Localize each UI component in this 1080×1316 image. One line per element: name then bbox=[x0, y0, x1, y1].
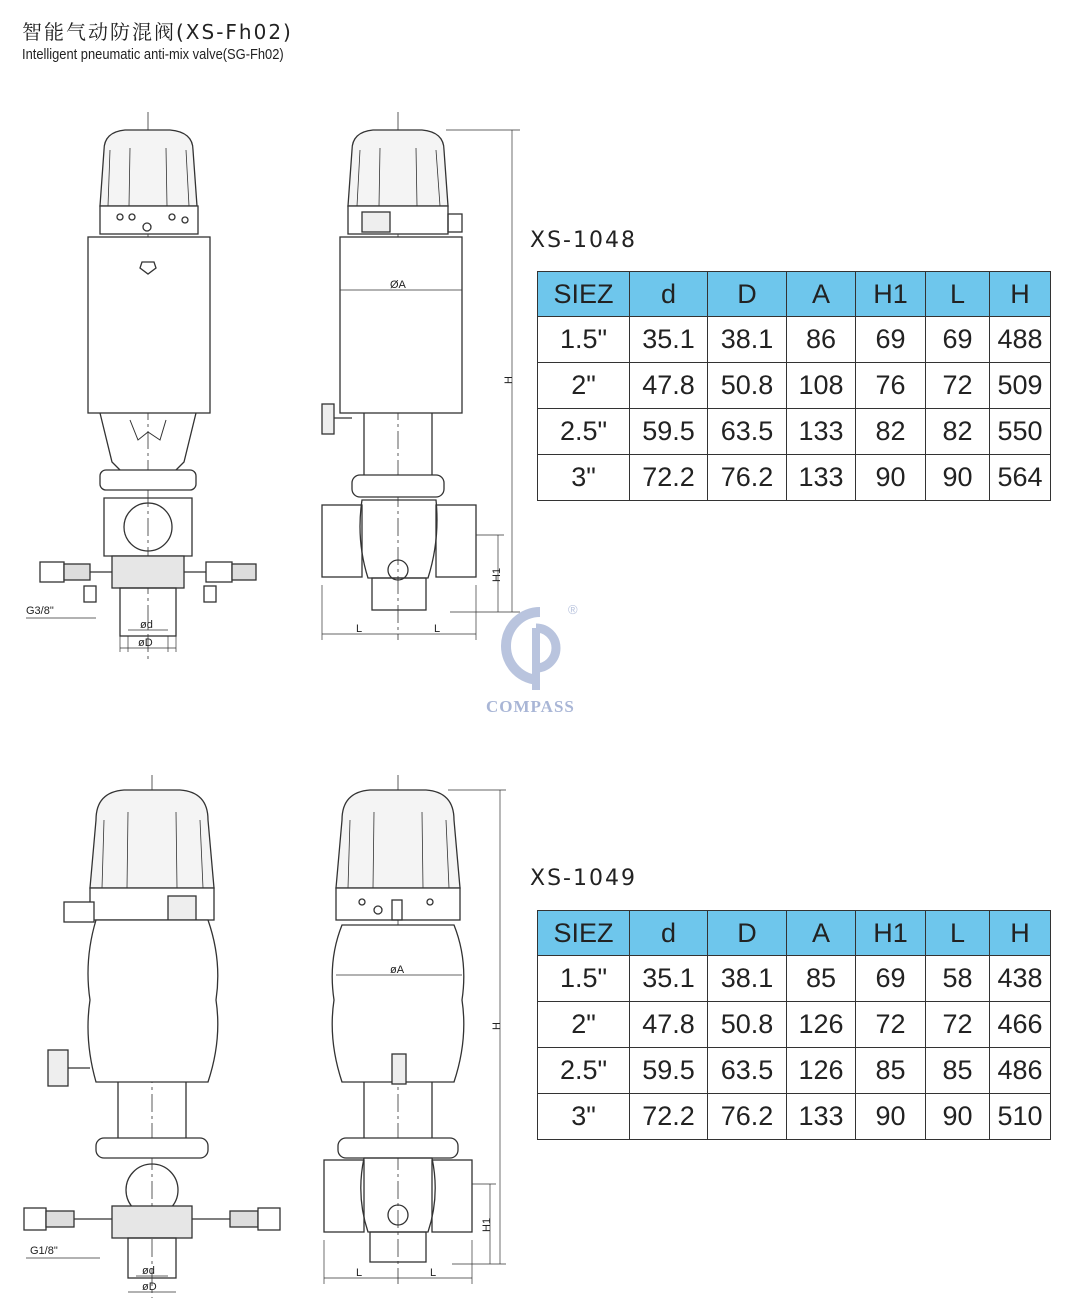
table-cell: 2" bbox=[538, 363, 630, 409]
table-cell: 69 bbox=[926, 317, 990, 363]
model2-label: XS-1049 bbox=[530, 866, 637, 891]
table-cell: 69 bbox=[856, 956, 926, 1002]
table-row bbox=[538, 956, 1051, 1002]
col-header: H bbox=[990, 911, 1051, 956]
col-header: D bbox=[708, 272, 787, 317]
col-header: H1 bbox=[856, 911, 926, 956]
model1-D-label: øD bbox=[138, 637, 153, 649]
table-cell: 35.1 bbox=[630, 956, 708, 1002]
table-cell: 63.5 bbox=[708, 1048, 787, 1094]
model1-spec-table bbox=[537, 271, 1051, 501]
table-cell: 509 bbox=[990, 363, 1051, 409]
table-cell: 126 bbox=[787, 1002, 856, 1048]
model2-H-label: H bbox=[491, 1022, 503, 1030]
table-cell: 58 bbox=[926, 956, 990, 1002]
model1-front-view bbox=[26, 112, 256, 660]
model2-A-label: øA bbox=[390, 964, 405, 976]
table-cell: 438 bbox=[990, 956, 1051, 1002]
model2-D-label: øD bbox=[142, 1281, 157, 1293]
table-row bbox=[538, 1094, 1051, 1140]
table-cell: 510 bbox=[990, 1094, 1051, 1140]
table-cell: 59.5 bbox=[630, 409, 708, 455]
table-cell: 85 bbox=[926, 1048, 990, 1094]
col-header: H bbox=[990, 272, 1051, 317]
table-cell: 90 bbox=[856, 455, 926, 501]
table-cell: 126 bbox=[787, 1048, 856, 1094]
table-row bbox=[538, 409, 1051, 455]
table-cell: 38.1 bbox=[708, 956, 787, 1002]
col-header: L bbox=[926, 911, 990, 956]
table-row bbox=[538, 363, 1051, 409]
table-cell: 2" bbox=[538, 1002, 630, 1048]
table-header-row bbox=[538, 911, 1051, 956]
table-cell: 76.2 bbox=[708, 455, 787, 501]
model1-label: XS-1048 bbox=[530, 228, 637, 253]
model1-side-view bbox=[322, 112, 520, 640]
table-cell: 466 bbox=[990, 1002, 1051, 1048]
table-cell: 90 bbox=[926, 455, 990, 501]
table-cell: 85 bbox=[787, 956, 856, 1002]
table-cell: 72 bbox=[926, 363, 990, 409]
table-cell: 2.5" bbox=[538, 409, 630, 455]
table-cell: 86 bbox=[787, 317, 856, 363]
table-cell: 3" bbox=[538, 1094, 630, 1140]
table-row bbox=[538, 1002, 1051, 1048]
model2-d-label: ød bbox=[142, 1265, 155, 1277]
compass-logo-icon bbox=[484, 598, 592, 694]
table-cell: 72 bbox=[856, 1002, 926, 1048]
col-header: SIEZ bbox=[538, 911, 630, 956]
table-cell: 82 bbox=[926, 409, 990, 455]
model2-spec-table bbox=[537, 910, 1051, 1140]
table-cell: 2.5" bbox=[538, 1048, 630, 1094]
table-cell: 35.1 bbox=[630, 317, 708, 363]
registered-mark: ® bbox=[568, 602, 578, 617]
model2-L-right-label: L bbox=[430, 1267, 437, 1279]
table-cell: 63.5 bbox=[708, 409, 787, 455]
table-cell: 133 bbox=[787, 455, 856, 501]
title-chinese: 智能气动防混阀(XS-Fh02) bbox=[22, 20, 293, 44]
table-cell: 50.8 bbox=[708, 363, 787, 409]
col-header: A bbox=[787, 272, 856, 317]
col-header: d bbox=[630, 272, 708, 317]
table-row bbox=[538, 317, 1051, 363]
col-header: H1 bbox=[856, 272, 926, 317]
table-cell: 1.5" bbox=[538, 317, 630, 363]
table-cell: 486 bbox=[990, 1048, 1051, 1094]
table-cell: 69 bbox=[856, 317, 926, 363]
table-cell: 47.8 bbox=[630, 1002, 708, 1048]
title-english: Intelligent pneumatic anti-mix valve(SG-Fh02) bbox=[22, 46, 284, 63]
table-cell: 38.1 bbox=[708, 317, 787, 363]
table-cell: 133 bbox=[787, 409, 856, 455]
model1-L-right-label: L bbox=[434, 623, 441, 635]
col-header: A bbox=[787, 911, 856, 956]
model2-H1-label: H1 bbox=[481, 1217, 493, 1232]
model2-front-view bbox=[24, 775, 280, 1298]
table-cell: 72 bbox=[926, 1002, 990, 1048]
brand-name: COMPASS bbox=[486, 697, 575, 716]
table-cell: 76 bbox=[856, 363, 926, 409]
table-cell: 76.2 bbox=[708, 1094, 787, 1140]
model2-port-label: G1/8" bbox=[30, 1245, 58, 1257]
model2-side-view bbox=[324, 775, 506, 1284]
col-header: D bbox=[708, 911, 787, 956]
table-cell: 90 bbox=[856, 1094, 926, 1140]
table-cell: 108 bbox=[787, 363, 856, 409]
model1-d-label: ød bbox=[140, 619, 153, 631]
table-cell: 72.2 bbox=[630, 1094, 708, 1140]
table-cell: 47.8 bbox=[630, 363, 708, 409]
model1-L-left-label: L bbox=[356, 623, 363, 635]
col-header: SIEZ bbox=[538, 272, 630, 317]
table-row bbox=[538, 1048, 1051, 1094]
table-cell: 133 bbox=[787, 1094, 856, 1140]
model1-A-label: ØA bbox=[390, 279, 406, 291]
table-row bbox=[538, 455, 1051, 501]
table-cell: 3" bbox=[538, 455, 630, 501]
table-cell: 50.8 bbox=[708, 1002, 787, 1048]
table-cell: 564 bbox=[990, 455, 1051, 501]
table-cell: 59.5 bbox=[630, 1048, 708, 1094]
table-cell: 550 bbox=[990, 409, 1051, 455]
table-cell: 488 bbox=[990, 317, 1051, 363]
model1-port-label: G3/8" bbox=[26, 605, 54, 617]
table-cell: 1.5" bbox=[538, 956, 630, 1002]
model2-L-left-label: L bbox=[356, 1267, 363, 1279]
table-cell: 90 bbox=[926, 1094, 990, 1140]
model1-H-label: H bbox=[503, 376, 515, 384]
model1-H1-label: H1 bbox=[491, 567, 503, 582]
table-cell: 72.2 bbox=[630, 455, 708, 501]
col-header: d bbox=[630, 911, 708, 956]
table-header-row bbox=[538, 272, 1051, 317]
col-header: L bbox=[926, 272, 990, 317]
table-cell: 82 bbox=[856, 409, 926, 455]
table-cell: 85 bbox=[856, 1048, 926, 1094]
